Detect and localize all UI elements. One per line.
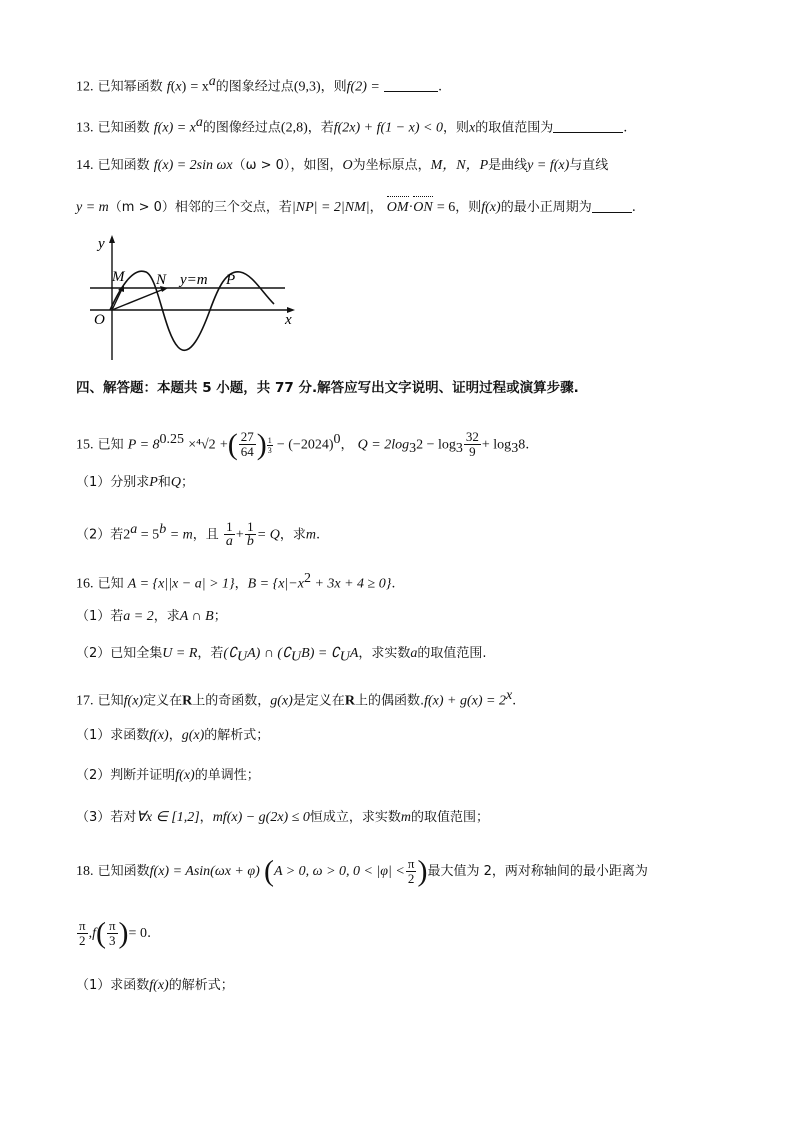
fraction-pi-over-3: $\frac{\pi}{3}$: [108, 918, 116, 948]
question-17-part-2: （2）判断并证明f(x)的单调性；: [76, 768, 260, 783]
answer-blank-12[interactable]: [384, 77, 438, 92]
question-12: 12. 已知幂函数 $f(x) = x^a$的图象经过点(9,3)，则f(2) = .: [76, 74, 443, 95]
question-18: 18. 已知函数f(x) = Asin(ωx + φ) (A > 0, ω > 0, 0 < |φ| < $\frac{\pi}{2}$ )最大值为 2，两对称轴间的最小距离为: [76, 854, 648, 888]
fraction-32-9: $\frac{32}{9}$: [465, 429, 479, 460]
graph-label-y: y: [98, 236, 105, 252]
sine-graph: [80, 232, 310, 362]
vector-on: ON: [413, 198, 432, 218]
question-16-part-2: （2）已知全集U = R，若$(∁_UA)$ ∩ $(∁_UB)$ = $∁_UA$，求实数a的取值范围.: [76, 646, 487, 665]
fraction-pi-over-2-b: $\frac{\pi}{2}$: [79, 918, 86, 948]
graph-label-origin: O: [94, 312, 105, 328]
question-14-line-2: y = m（m > 0）相邻的三个交点，若|NP| = 2|NM|， OM·ON = 6，则f(x)的最小正周期为 .: [76, 198, 636, 218]
graph-label-m-point: M: [112, 269, 125, 285]
fraction-27-64: $\frac{27}{64}$: [240, 429, 254, 460]
question-17: 17. 已知f(x)定义在R上的奇函数，g(x)是定义在R上的偶函数$.f(x) + g(x) = 2^x$.: [76, 688, 517, 709]
question-15-part-2: （2）若$2^a = 5^b = m$，且 $\frac{1}{a}$ + $\frac{1}{b}$ = Q，求m.: [76, 519, 321, 550]
graph-label-x: x: [285, 312, 292, 328]
question-17-part-3: （3）若对∀x ∈ [1,2]，mf(x) − g(2x) ≤ 0恒成立，求实数m的取值范围；: [76, 810, 490, 825]
graph-label-p-point: P: [226, 272, 236, 288]
question-15: 15. 已知 $P = 8^{0.25} \times^4√2$ +( $\frac{27}{64}$ ) $\frac{1}{3}$ − $(-2024)^0$， $Q = 2\log_32 - \log_3$ $\frac{32}{9}$ + $\log_38$.: [76, 427, 530, 461]
fraction-1-over-b: $\frac{1}{b}$: [246, 519, 254, 550]
question-13: 13. 已知函数 $f(x) = x^a$的图像经过点(2,8)，若f(2x) + f(1 − x) < 0，则x的取值范围为 .: [76, 115, 628, 136]
graph-label-n-point: N: [156, 272, 167, 288]
question-18-line-2: $\frac{\pi}{2}$ ,f( $\frac{\pi}{3}$ )= 0.: [79, 916, 152, 950]
fraction-pi-over-2: $\frac{\pi}{2}$: [407, 856, 415, 886]
question-14-line-1: 14. 已知函数 f(x) = 2sin ωx（ω > 0），如图，O为坐标原点，M，N，P是曲线y = f(x)与直线: [76, 158, 609, 173]
question-18-part-1: （1）求函数f(x)的解析式；: [76, 978, 234, 993]
answer-blank-13[interactable]: [553, 118, 623, 133]
question-15-part-1: （1）分别求P和Q；: [76, 475, 194, 490]
vector-om: OM: [387, 198, 409, 218]
fraction-1-over-a: $\frac{1}{a}$: [225, 519, 233, 550]
y-axis-arrow: [109, 235, 115, 243]
exponent-one-third: $\frac{1}{3}$: [267, 436, 272, 455]
graph-label-line: y=m: [180, 272, 208, 288]
section-4-heading: 四、解答题：本题共 5 小题，共 77 分.解答应写出文字说明、证明过程或演算步骤.: [76, 380, 579, 396]
answer-blank-14[interactable]: [592, 198, 632, 213]
question-17-part-1: （1）求函数f(x)，g(x)的解析式；: [76, 728, 270, 743]
question-16-part-1: （1）若a = 2，求A ∩ B；: [76, 609, 227, 624]
question-16: 16. 已知 A = {x||x − a| > 1}，$B = \{x|-x^2 + 3x + 4 \ge 0\}$.: [76, 571, 396, 592]
